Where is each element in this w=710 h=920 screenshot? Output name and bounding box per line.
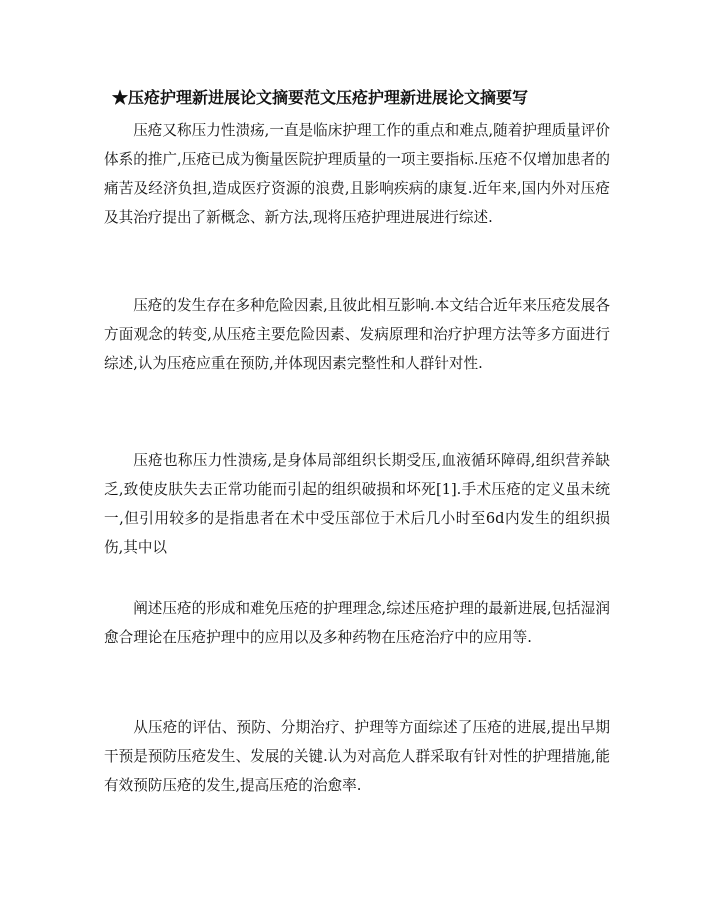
paragraph-4: 阐述压疮的形成和难免压疮的护理理念,综述压疮护理的最新进展,包括湿润愈合理论在压疮护理中的应用以及多种药物在压疮治疗中的应用等. [104,600,610,646]
document-title: ★压疮护理新进展论文摘要范文压疮护理新进展论文摘要写 [112,88,529,107]
paragraph-5: 从压疮的评估、预防、分期治疗、护理等方面综述了压疮的进展,提出早期干预是预防压疮发生、发展的关键.认为对高危人群采取有针对性的护理措施,能有效预防压疮的发生,提高压疮的治愈率. [104,719,610,794]
paragraph-3: 压疮也称压力性溃疡,是身体局部组织长期受压,血液循环障碍,组织营养缺乏,致使皮肤失去正常功能而引起的组织破损和坏死[1].手术压疮的定义虽未统一,但引用较多的是指患者在术中受压部位于术后几小时至6d内发生的组织损伤,其中以 [104,452,610,556]
paragraph-2: 压疮的发生存在多种危险因素,且彼此相互影响.本文结合近年来压疮发展各方面观念的转变,从压疮主要危险因素、发病原理和治疗护理方法等多方面进行综述,认为压疮应重在预防,并体现因素完整性和人群针对性. [104,297,610,372]
paragraph-1: 压疮又称压力性溃疡,一直是临床护理工作的重点和难点,随着护理质量评价体系的推广,压疮已成为衡量医院护理质量的一项主要指标.压疮不仅增加患者的痛苦及经济负担,造成医疗资源的浪费,且影响疾病的康复.近年来,国内外对压疮及其治疗提出了新概念、新方法,现将压疮护理进展进行综述. [104,122,610,226]
